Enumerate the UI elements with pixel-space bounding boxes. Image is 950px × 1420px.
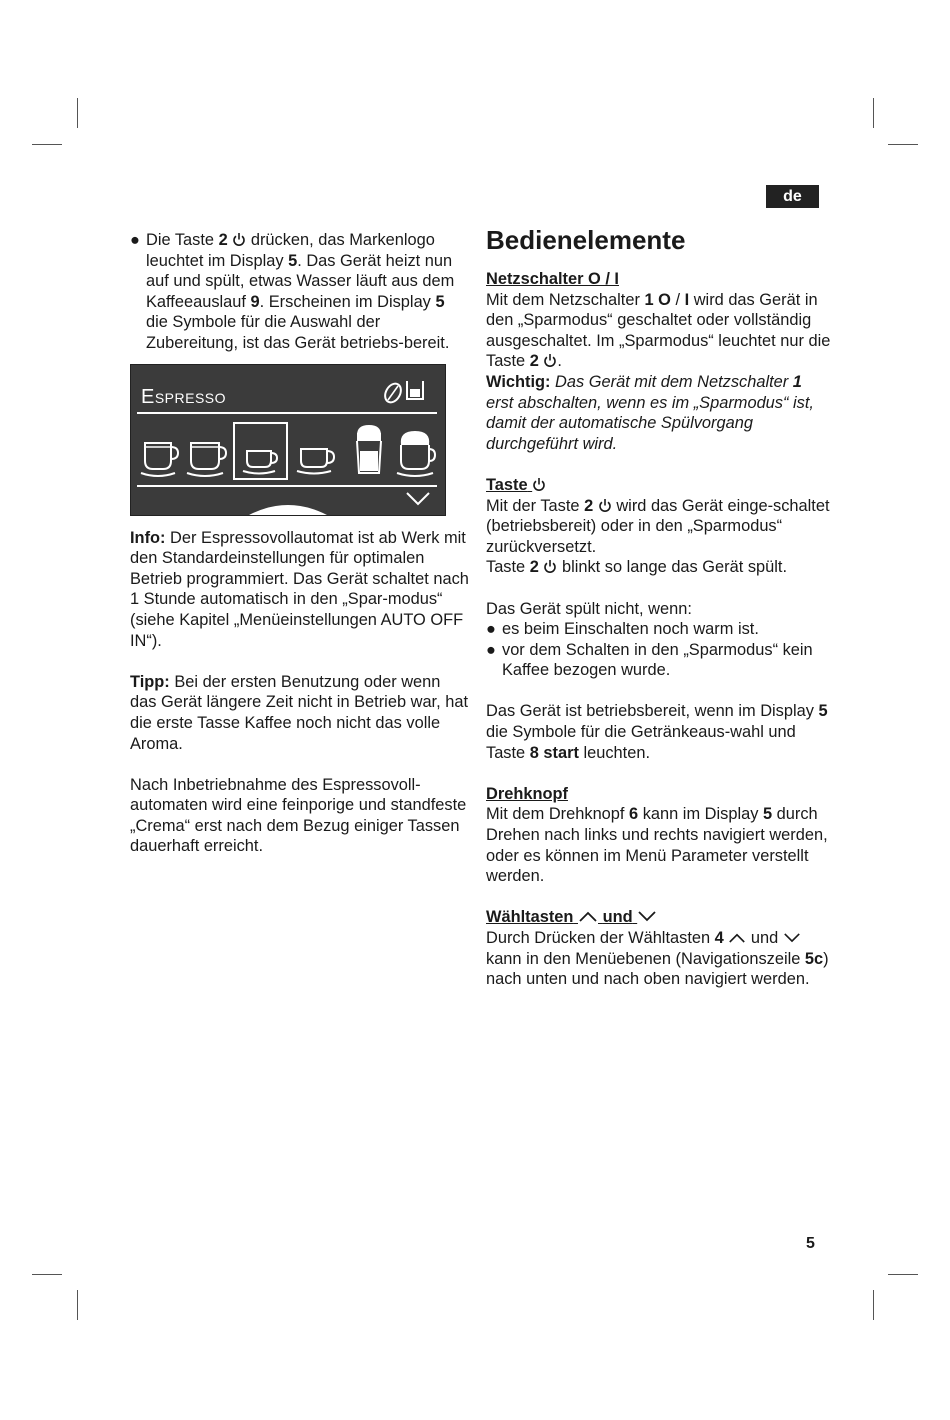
taste-text: Mit der Taste 2 wird das Gerät einge-schaltet (betriebsbereit) oder in den „Sparmodus“ zurückversetzt. [486, 496, 830, 556]
drehknopf-text: Mit dem Drehknopf 6 kann im Display 5 durch Drehen nach links und rechts navigiert werden, oder es können im Menü Parameter verstellt werden. [486, 805, 828, 886]
display-screen [130, 364, 446, 516]
crop-mark [873, 98, 874, 128]
chevron-up-icon [728, 932, 746, 943]
power-icon [532, 477, 546, 492]
crop-mark [32, 1274, 62, 1275]
large-coffee-icon [141, 443, 178, 476]
tip-paragraph: Tipp: Bei der ersten Benutzung oder wenn das Gerät längere Zeit nicht in Betrieb war, hat die erste Tasse Kaffee noch nicht das volle Aroma. [130, 672, 469, 753]
left-column [130, 230, 470, 857]
netzschalter-heading: Netzschalter O / I [486, 270, 619, 288]
bean-icon [382, 380, 404, 404]
display-title: Espresso [141, 385, 227, 408]
info-paragraph: Info: Der Espressovollautomat ist ab Werk mit den Standardeinstellungen für optimalen Betrieb programmiert. Das Gerät schaltet nach 1 Stunde automatisch in den „Spar-modus“ (siehe Kapitel „Menüeinstellungen AUTO OFF IN“). [130, 528, 469, 650]
waehltasten-text: Durch Drücken der Wähltasten 4 und kann in den Menüebenen (Navigationszeile 5c) nach unten und nach oben navigiert werden. [486, 929, 829, 989]
ristretto-icon [297, 449, 334, 474]
crop-mark [77, 98, 78, 128]
netzschalter-warning: Wichtig: Das Gerät mit dem Netzschalter 1 erst abschalten, wenn es im „Sparmodus“ ist, damit der automatische Spülvorgang durchgeführt wird. [486, 372, 814, 453]
latte-macchiato-icon [357, 425, 381, 473]
crema-note: Nach Inbetriebnahme des Espressovoll-automaten wird eine feinporige und standfeste „Crema“ erst nach dem Bezug einiger Tassen dauerhaft erreicht. [130, 775, 467, 856]
taste-blink-text: Taste 2 blinkt so lange das Gerät spült. [486, 558, 788, 577]
crop-mark [873, 1290, 874, 1320]
chevron-down-icon [637, 910, 657, 922]
power-icon [598, 498, 612, 513]
language-tab: de [766, 185, 819, 208]
page-number: 5 [806, 1235, 815, 1252]
crop-mark [32, 144, 62, 145]
chevron-down-icon [783, 932, 801, 943]
netzschalter-text: Mit dem Netzschalter 1 O / I wird das Gerät in den „Sparmodus“ geschaltet oder vollständig ausgeschaltet. Im „Sparmodus“ leuchtet nur die Taste 2 . [486, 290, 831, 371]
cappuccino-icon [397, 431, 435, 476]
drehknopf-heading: Drehknopf [486, 784, 568, 803]
crop-mark [888, 144, 918, 145]
list-item: ● vor dem Schalten in den „Sparmodus“ kein Kaffee bezogen wurde. [486, 640, 813, 680]
chevron-up-icon [578, 910, 598, 922]
startup-bullet: ● Die Taste 2 drücken, das Markenlogo leuchtet im Display 5. Das Gerät heizt nun auf und spült, etwas Wasser läuft aus dem Kaffeeauslauf 9. Erscheinen im Display 5 die Symbole für die Auswahl der Zubereitung, ist das Gerät betriebs-bereit. [130, 231, 455, 352]
right-column [486, 225, 831, 990]
coffee-icon [187, 443, 226, 476]
list-item: ● es beim Einschalten noch warm ist. [486, 620, 759, 639]
taste-heading: Taste [486, 475, 831, 496]
power-icon [232, 232, 246, 247]
ready-text: Das Gerät ist betriebsbereit, wenn im Display 5 die Symbole für die Getränkeaus-wahl und Taste 8 start leuchten. [486, 702, 828, 762]
rotary-knob-bump [249, 505, 327, 515]
power-icon [543, 353, 557, 368]
cup-size-icon [407, 381, 423, 399]
power-icon [543, 559, 557, 574]
crop-mark [888, 1274, 918, 1275]
espresso-icon [243, 451, 277, 474]
chevron-down-icon [407, 493, 429, 504]
crop-mark [77, 1290, 78, 1320]
waehltasten-heading: Wähltasten und [486, 907, 831, 928]
page-title: Bedienelemente [486, 225, 686, 255]
no-rinse-intro: Das Gerät spült nicht, wenn: [486, 599, 692, 618]
